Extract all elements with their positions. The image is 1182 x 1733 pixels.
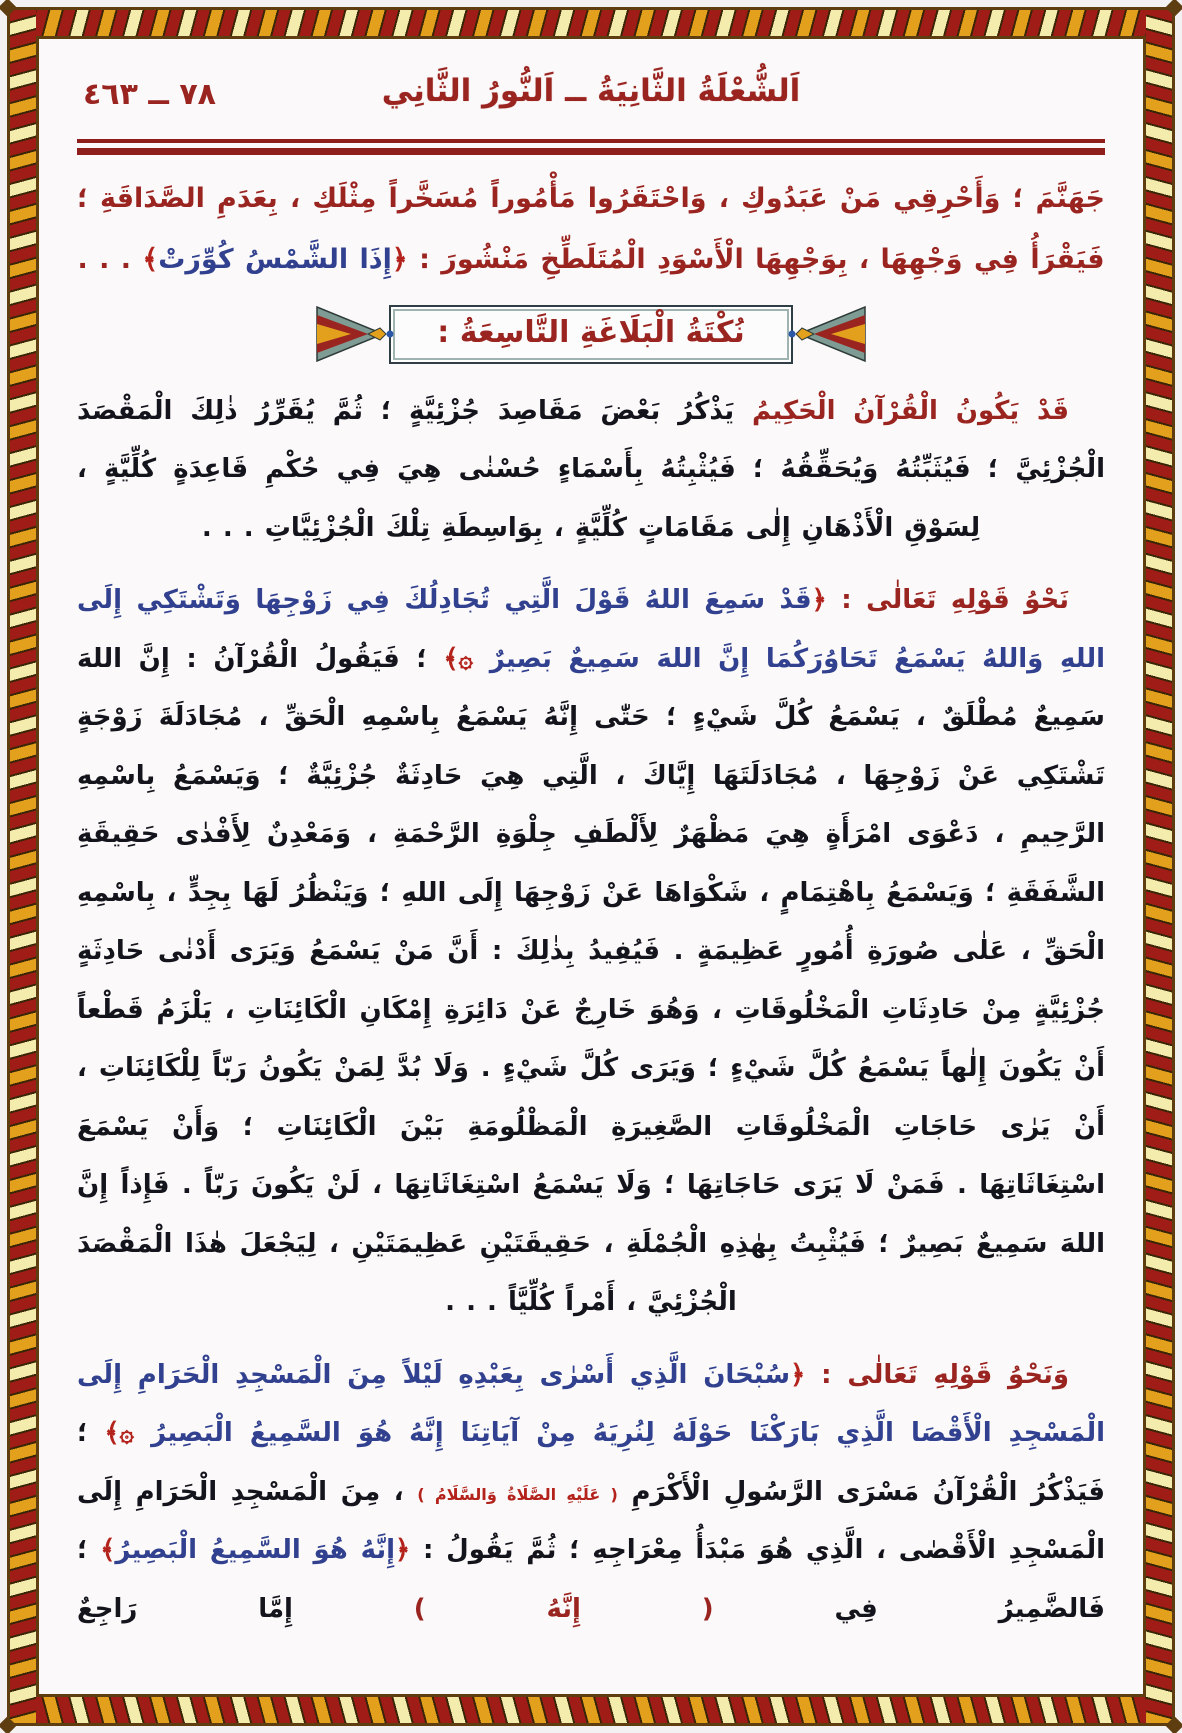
border-chain-right	[1146, 10, 1172, 1723]
arrow-ornament-icon	[315, 306, 395, 362]
text-segment-black: ؛ فَيَذْكُرُ الْقُرْآنُ مَسْرَى الرَّسُولِ الْأَكْرَمِ	[77, 1418, 1105, 1507]
text-segment-red: قَدْ يَكُونُ الْقُرْآنُ الْحَكِيمُ	[734, 395, 1070, 426]
text-segment-black: ؛ فَالضَّمِيرُ فِي	[77, 1535, 1105, 1624]
text-segment-black: ؛ فَيَقُولُ الْقُرْآنُ : إِنَّ اللهَ سَمِيعٌ مُطْلَقٌ ، يَسْمَعُ كُلَّ شَيْءٍ ؛ حَتّٰى إِنَّهُ يَسْمَعُ بِاسْمِهِ الْحَقِّ ، مُجَادَلَةَ زَوْجَةٍ تَشْتَكِي عَنْ زَوْجِهَا ، مُجَادَلَتَهَا إِيَّاكَ ، الَّتِي هِيَ حَادِثَةٌ جُزْئِيَّةٌ ؛ وَيَسْمَعُ بِاسْمِهِ الرَّحِيمِ ، دَعْوَى امْرَأَةٍ هِيَ مَظْهَرٌ لِأَلْطَفِ جِلْوَةِ الرَّحْمَةِ ، وَمَعْدِنٌ لِأَفْدٰى حَقِيقَةِ الشَّفَقَةِ ؛ وَيَسْمَعُ بِاهْتِمَامٍ ، شَكْوَاهَا عَنْ زَوْجِهَا إِلَى اللهِ ؛ وَيَنْظُرُ لَهَا بِجِدٍّ ، بِاسْمِهِ الْحَقِّ ، عَلٰى صُورَةِ أُمُورٍ عَظِيمَةٍ . فَيُفِيدُ بِذٰلِكَ : أَنَّ مَنْ يَسْمَعُ وَيَرَى أَدْنٰى حَادِثَةٍ جُزْئِيَّةٍ مِنْ حَادِثَاتِ الْمَخْلُوقَاتِ ، وَهُوَ خَارِجٌ عَنْ دَائِرَةِ إِمْكَانِ الْكَائِنَاتِ ، يَلْزَمُ قَطْعاً أَنْ يَكُونَ إِلٰهاً يَسْمَعُ كُلَّ شَيْءٍ ؛ وَيَرَى كُلَّ شَيْءٍ . وَلَا بُدَّ لِمَنْ يَكُونُ رَبّاً لِلْكَائِنَاتِ ، أَنْ يَرٰى حَاجَاتِ الْمَخْلُوقَاتِ الصَّغِيرَةِ الْمَظْلُومَةِ بَيْنَ الْكَائِنَاتِ ؛ وَأَنْ يَسْمَعَ اسْتِغَاثَاتِهَا . فَمَنْ لَا يَرَى حَاجَاتِهَا ؛ وَلَا يَسْمَعُ اسْتِغَاثَاتِهَا ، لَنْ يَكُونَ رَبّاً . فَإِذاً إِنَّ اللهَ سَمِيعٌ بَصِيرٌ ؛ فَيُثْبِتُ بِهٰذِهِ الْجُمْلَةِ ، حَقِيقَتَيْنِ عَظِيمَتَيْنِ ، لِيَجْعَلَ هٰذَا الْمَقْصَدَ الْجُزْئِيَّ ، أَمْراً كُلِّيَّاً . . .	[77, 643, 1105, 1317]
paragraph-quran-hakim	[77, 382, 1105, 558]
paragraph-verse-mujadila	[77, 571, 1105, 1332]
page-numbers: ٧٨ ــ ٤٦٣	[83, 77, 216, 112]
page-header	[77, 69, 1105, 133]
text-segment-bracket: ﴿	[811, 585, 827, 615]
text-segment-red: وَنَحْوُ قَوْلِهِ تَعَالٰى :	[805, 1359, 1069, 1390]
arrow-ornament-icon	[787, 306, 867, 362]
text-segment-rosette: ۞	[119, 1418, 135, 1447]
text-segment-verse: قَدْ سَمِعَ اللهُ قَوْلَ الَّتِي تُجَادِلُكَ فِي زَوْجِهَا وَتَشْتَكِي إِلَى اللهِ وَاللهُ يَسْمَعُ تَحَاوُرَكُمَا إِنَّ اللهَ سَمِيعٌ بَصِيرٌ	[77, 585, 1105, 674]
page-title: اَلشُّعْلَةُ الثَّانِيَةُ ــ اَلنُّورُ الثَّانِي	[381, 73, 801, 109]
page-sheet	[36, 36, 1146, 1697]
border-chain-top	[10, 10, 1172, 36]
header-rule	[77, 139, 1105, 155]
paragraph-verse-isra	[77, 1346, 1105, 1639]
text-area	[39, 39, 1143, 1638]
text-segment-black: ، مِنَ الْمَسْجِدِ الْحَرَامِ إِلَى الْمَسْجِدِ الْأَقْصٰى ، الَّذِي هُوَ مَبْدَأُ مِعْرَاجِهِ ؛ ثُمَّ يَقُولُ :	[77, 1476, 1105, 1565]
text-segment-bracket: ﴾	[104, 1418, 120, 1448]
text-segment-black: يَذْكُرُ بَعْضَ مَقَاصِدَ جُزْئِيَّةٍ ؛ ثُمَّ يُقَرِّرُ ذٰلِكَ الْمَقْصَدَ الْجُزْئِيَّ ؛ فَيُثَبِّتُهُ وَيُحَقِّقُهُ ؛ فَيُثْبِتُهُ بِأَسْمَاءٍ حُسْنٰى هِيَ فِي حُكْمِ قَاعِدَةٍ كُلِّيَّةٍ ، لِسَوْقِ الْأَذْهَانِ إِلٰى مَقَامَاتٍ كُلِّيَّةٍ ، بِوَاسِطَةِ تِلْكَ الْجُزْئِيَّاتِ . . .	[77, 395, 1105, 543]
text-segment-bracket: ﴿	[790, 1359, 806, 1390]
text-segment-seal: ( عَلَيْهِ الصَّلَاةُ وَالسَّلَامُ )	[417, 1484, 618, 1504]
text-segment-bracket: ﴿	[391, 243, 408, 275]
border-chain-left	[10, 10, 36, 1723]
text-segment-red: نَحْوُ قَوْلِهِ تَعَالٰى :	[826, 585, 1069, 615]
text-segment-red: جَهَنَّمَ ؛ وَأَحْرِقِي مَنْ عَبَدُوكِ ، وَاحْتَقَرُوا مَأْمُوراً مُسَخَّراً مِثْلَكِ ، بِعَدَمِ الصَّدَاقَةِ ؛ فَيَقْرَأُ فِي وَجْهِهَا ، بِوَجْهِهَا الْأَسْوَدِ الْمُتَلَطِّخِ مَنْشُورَ :	[77, 183, 1105, 275]
text-segment-bracket: ﴾	[100, 1535, 116, 1565]
text-segment-verse: سُبْحَانَ الَّذِي أَسْرٰى بِعَبْدِهِ لَيْلاً مِنَ الْمَسْجِدِ الْحَرَامِ إِلَى الْمَسْجِدِ الْأَقْصَا الَّذِي بَارَكْنَا حَوْلَهُ لِنُرِيَهُ مِنْ آيَاتِنَا إِنَّهُ هُوَ السَّمِيعُ الْبَصِيرُ	[77, 1359, 1105, 1448]
text-segment-bracket: ﴾	[142, 243, 159, 275]
heading-box	[389, 305, 792, 364]
text-segment-verse: إِذَا الشَّمْسُ كُوِّرَتْ	[158, 243, 392, 275]
text-segment-rosette: ۞	[458, 643, 474, 673]
border-chain-bottom	[10, 1697, 1172, 1723]
heading-text: نُكْتَةُ الْبَلَاغَةِ التَّاسِعَةُ :	[437, 314, 745, 350]
text-segment-red: . . .	[77, 243, 143, 275]
text-segment-verse: إِنَّهُ هُوَ السَّمِيعُ الْبَصِيرُ	[115, 1535, 396, 1565]
text-segment-red: ( إِنَّهُ )	[413, 1593, 714, 1624]
decorative-border	[7, 7, 1175, 1726]
text-segment-bracket: ﴾	[443, 643, 459, 674]
eloquence-heading	[77, 305, 1105, 364]
text-segment-black: إِمَّا رَاجِعٌ	[77, 1593, 414, 1624]
paragraph-jahannam	[77, 169, 1105, 291]
text-segment-bracket: ﴿	[395, 1535, 411, 1565]
